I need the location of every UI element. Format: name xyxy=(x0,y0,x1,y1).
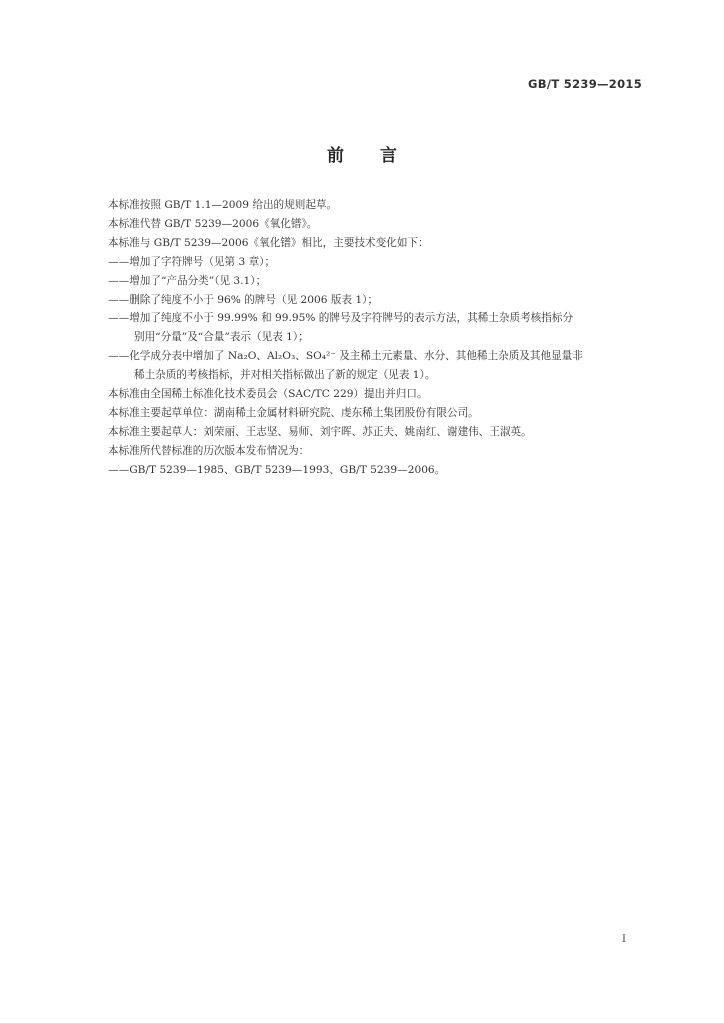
page-title xyxy=(0,141,724,166)
paragraph: 本标准主要起草单位：湖南稀土金属材料研究院、虔东稀土集团股份有限公司。 xyxy=(108,406,479,419)
paragraph: 本标准代替 GB/T 5239—2006《氧化镨》。 xyxy=(108,217,318,230)
paragraph: 本标准由全国稀土标准化技术委员会（SAC/TC 229）提出并归口。 xyxy=(108,388,428,401)
change-item-continued: 稀土杂质的考核指标，并对相关指标做出了新的规定（见表 1）。 xyxy=(134,369,436,382)
change-item: ——删除了纯度不小于 96% 的牌号（见 2006 版表 1）； xyxy=(108,293,379,306)
history-item: ——GB/T 5239—1985、GB/T 5239—1993、GB/T 5239—2006。 xyxy=(108,463,446,476)
foreword-body xyxy=(108,196,648,480)
paragraph: 本标准所代替标准的历次版本发布情况为： xyxy=(108,444,310,457)
paragraph: 本标准与 GB/T 5239—2006《氧化镨》相比，主要技术变化如下： xyxy=(108,236,429,249)
title-char-right: 言 xyxy=(380,146,397,166)
paragraph: 本标准按照 GB/T 1.1—2009 给出的规则起草。 xyxy=(108,199,338,211)
standard-code: GB/T 5239—2015 xyxy=(528,77,642,91)
change-item: ——化学成分表中增加了 Na₂O、Al₂O₃、SO₄²⁻ 及主稀土元素量、水分、其他稀土杂质及其他显量非 xyxy=(108,350,583,363)
change-item: ——增加了字符牌号（见第 3 章）； xyxy=(108,255,276,268)
page-number: I xyxy=(622,934,626,945)
change-item: ——增加了“产品分类”（见 3.1）； xyxy=(108,274,267,287)
paragraph: 本标准主要起草人：刘荣丽、王志坚、易师、刘宇晖、苏正夫、姚南红、谢建伟、王淑英。 xyxy=(108,425,532,438)
change-item-continued: 别用“分量”及“合量”表示（见表 1）； xyxy=(134,331,309,344)
title-char-left: 前 xyxy=(327,146,344,166)
change-item: ——增加了纯度不小于 99.99% 和 99.95% 的牌号及字符牌号的表示方法，其稀土杂质考核指标分 xyxy=(108,312,574,325)
